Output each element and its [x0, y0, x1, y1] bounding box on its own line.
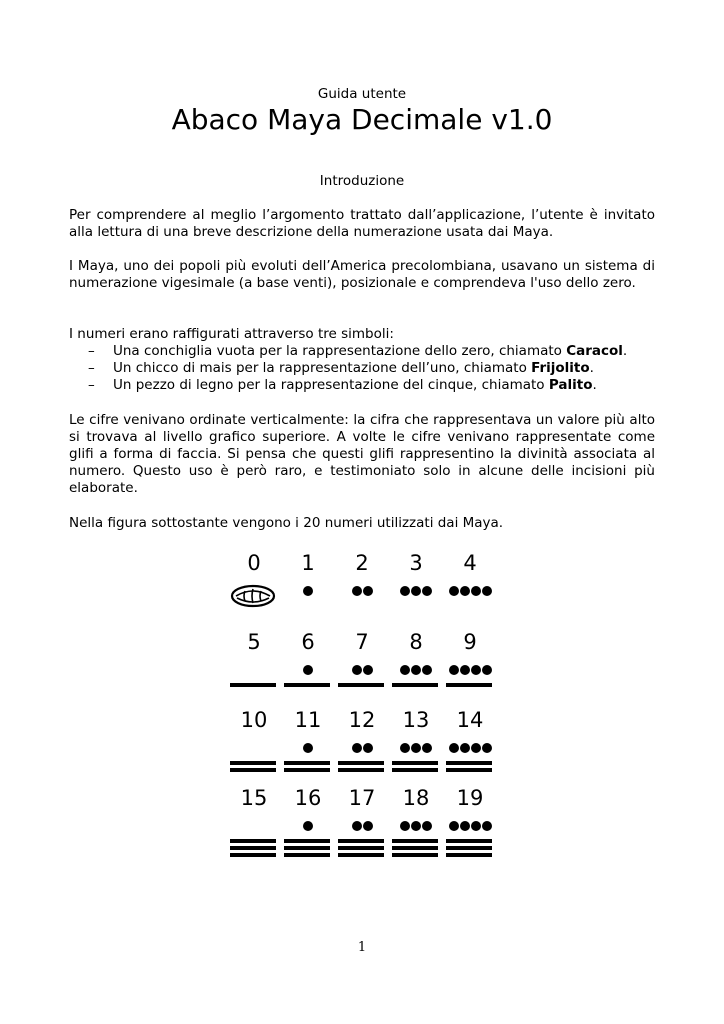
document-subtitle: Guida utente — [317, 86, 407, 102]
dot-symbol — [400, 743, 410, 753]
bar-symbol — [284, 761, 330, 765]
maya-numerals-figure — [228, 550, 498, 860]
maya-numeral-6 — [282, 629, 334, 705]
dots-row — [444, 665, 496, 675]
list-item — [69, 360, 655, 377]
section-heading: Introduzione — [319, 173, 405, 189]
dot-symbol — [411, 586, 421, 596]
list-item-end: . — [622, 343, 628, 359]
bar-symbol — [338, 768, 384, 772]
maya-numeral-19 — [444, 785, 496, 861]
numeral-label: 11 — [294, 708, 322, 732]
bar-symbol — [446, 846, 492, 850]
bar-symbol — [284, 853, 330, 857]
maya-numeral-9 — [444, 629, 496, 705]
dots-row — [444, 586, 496, 596]
paragraph-maya-system: I Maya, uno dei popoli più evoluti dell’America precolombiana, usavano un sistema di numerazione vigesimale (a base venti), posizionale e comprendeva l'uso dello zero. — [69, 258, 655, 291]
bar-symbol — [446, 761, 492, 765]
dot-symbol — [363, 586, 373, 596]
shell-icon — [230, 584, 276, 608]
maya-numeral-1 — [282, 550, 334, 626]
dot-symbol — [400, 586, 410, 596]
bar-symbol — [338, 683, 384, 687]
bar-symbol — [446, 839, 492, 843]
bar-symbol — [446, 683, 492, 687]
dot-symbol — [363, 743, 373, 753]
page-number: 1 — [357, 940, 367, 955]
bar-symbol — [230, 853, 276, 857]
maya-numeral-17 — [336, 785, 388, 861]
dot-symbol — [460, 821, 470, 831]
maya-numeral-8 — [390, 629, 442, 705]
dot-symbol — [482, 586, 492, 596]
dot-symbol — [303, 743, 313, 753]
dot-symbol — [471, 586, 481, 596]
dot-symbol — [460, 743, 470, 753]
dot-symbol — [482, 821, 492, 831]
numeral-label: 8 — [409, 630, 423, 654]
bar-symbol — [284, 683, 330, 687]
dot-symbol — [352, 821, 362, 831]
symbols-section — [69, 326, 655, 394]
dot-symbol — [471, 743, 481, 753]
dot-symbol — [303, 586, 313, 596]
dots-row — [282, 743, 334, 753]
maya-numeral-14 — [444, 707, 496, 783]
dot-symbol — [449, 665, 459, 675]
symbol-name: Frijolito — [531, 360, 590, 376]
dots-row — [390, 743, 442, 753]
numeral-label: 6 — [301, 630, 315, 654]
bar-symbol — [230, 768, 276, 772]
numeral-label: 5 — [247, 630, 261, 654]
list-item-end: . — [592, 377, 597, 393]
paragraph-ordering: Le cifre venivano ordinate verticalmente: la cifra che rappresentava un valore più alto si trovava al livello grafico superiore. A volte le cifre venivano rappresentate come glifi a forma di faccia. Si pensa che questi glifi rappresentino la divinità associata al numero. Questo uso è però raro, e testimoniato solo in alcune delle incisioni più elaborate. — [69, 412, 655, 496]
dash-marker: – — [88, 377, 95, 393]
dot-symbol — [449, 586, 459, 596]
numeral-label: 14 — [456, 708, 484, 732]
dots-row — [336, 586, 388, 596]
symbol-name: Caracol — [566, 343, 623, 359]
symbols-intro: I numeri erano raffigurati attraverso tre simboli: — [69, 326, 394, 342]
list-item — [69, 343, 655, 360]
numeral-label: 2 — [355, 551, 369, 575]
list-item-end: . — [589, 360, 594, 376]
dots-row — [336, 743, 388, 753]
dots-row — [390, 665, 442, 675]
dash-marker: – — [88, 343, 95, 359]
list-item-text: Un pezzo di legno per la rappresentazione del cinque, chiamato — [113, 377, 549, 393]
numeral-label: 13 — [402, 708, 430, 732]
numeral-label: 17 — [348, 786, 376, 810]
dots-row — [444, 743, 496, 753]
bar-symbol — [338, 853, 384, 857]
numeral-label: 10 — [240, 708, 268, 732]
dot-symbol — [449, 743, 459, 753]
dots-row — [390, 586, 442, 596]
maya-numeral-0 — [228, 550, 280, 626]
numeral-label: 16 — [294, 786, 322, 810]
numeral-label: 0 — [247, 551, 261, 575]
dots-row — [282, 821, 334, 831]
bar-symbol — [338, 761, 384, 765]
bar-symbol — [446, 768, 492, 772]
dot-symbol — [411, 821, 421, 831]
dots-row — [336, 821, 388, 831]
maya-numeral-10 — [228, 707, 280, 783]
bar-symbol — [392, 768, 438, 772]
dot-symbol — [471, 821, 481, 831]
bar-symbol — [284, 846, 330, 850]
maya-numeral-5 — [228, 629, 280, 705]
numeral-label: 7 — [355, 630, 369, 654]
dots-row — [336, 665, 388, 675]
dot-symbol — [422, 586, 432, 596]
list-item-text: Un chicco di mais per la rappresentazione dell’uno, chiamato — [113, 360, 532, 376]
numeral-label: 19 — [456, 786, 484, 810]
maya-numeral-18 — [390, 785, 442, 861]
numeral-label: 9 — [463, 630, 477, 654]
dot-symbol — [363, 821, 373, 831]
paragraph-intro: Per comprendere al meglio l’argomento trattato dall’applicazione, l’utente è invitato alla lettura di una breve descrizione della numerazione usata dai Maya. — [69, 207, 655, 240]
maya-numeral-7 — [336, 629, 388, 705]
symbols-list — [69, 343, 655, 394]
numeral-label: 12 — [348, 708, 376, 732]
paragraph-figure-caption: Nella figura sottostante vengono i 20 numeri utilizzati dai Maya. — [69, 515, 504, 531]
dot-symbol — [352, 586, 362, 596]
dot-symbol — [352, 743, 362, 753]
bar-symbol — [284, 839, 330, 843]
maya-numeral-4 — [444, 550, 496, 626]
dot-symbol — [422, 821, 432, 831]
dot-symbol — [482, 743, 492, 753]
numeral-label: 15 — [240, 786, 268, 810]
bar-symbol — [338, 846, 384, 850]
bar-symbol — [230, 846, 276, 850]
bar-symbol — [392, 846, 438, 850]
dot-symbol — [303, 665, 313, 675]
dot-symbol — [363, 665, 373, 675]
bar-symbol — [230, 839, 276, 843]
dots-row — [282, 665, 334, 675]
dots-row — [444, 821, 496, 831]
dot-symbol — [460, 665, 470, 675]
bar-symbol — [284, 768, 330, 772]
dash-marker: – — [88, 360, 95, 376]
dot-symbol — [352, 665, 362, 675]
maya-numeral-15 — [228, 785, 280, 861]
list-item-text: Una conchiglia vuota per la rappresentazione dello zero, chiamato — [113, 343, 567, 359]
dot-symbol — [303, 821, 313, 831]
dot-symbol — [411, 743, 421, 753]
dot-symbol — [460, 586, 470, 596]
dots-row — [390, 821, 442, 831]
numeral-label: 4 — [463, 551, 477, 575]
dot-symbol — [449, 821, 459, 831]
document-title: Abaco Maya Decimale v1.0 — [171, 103, 553, 136]
dot-symbol — [422, 665, 432, 675]
list-item — [69, 377, 655, 394]
bar-symbol — [392, 839, 438, 843]
dot-symbol — [400, 665, 410, 675]
dot-symbol — [400, 821, 410, 831]
maya-numeral-12 — [336, 707, 388, 783]
maya-numeral-2 — [336, 550, 388, 626]
dot-symbol — [482, 665, 492, 675]
dots-row — [282, 586, 334, 596]
dot-symbol — [411, 665, 421, 675]
maya-numeral-3 — [390, 550, 442, 626]
dot-symbol — [471, 665, 481, 675]
maya-numeral-16 — [282, 785, 334, 861]
symbol-name: Palito — [548, 377, 593, 393]
bar-symbol — [338, 839, 384, 843]
bar-symbol — [392, 761, 438, 765]
bar-symbol — [392, 683, 438, 687]
maya-numeral-11 — [282, 707, 334, 783]
bar-symbol — [230, 761, 276, 765]
dot-symbol — [422, 743, 432, 753]
maya-numeral-13 — [390, 707, 442, 783]
bar-symbol — [230, 683, 276, 687]
numeral-label: 18 — [402, 786, 430, 810]
numeral-label: 3 — [409, 551, 423, 575]
bar-symbol — [392, 853, 438, 857]
bar-symbol — [446, 853, 492, 857]
numeral-label: 1 — [301, 551, 315, 575]
